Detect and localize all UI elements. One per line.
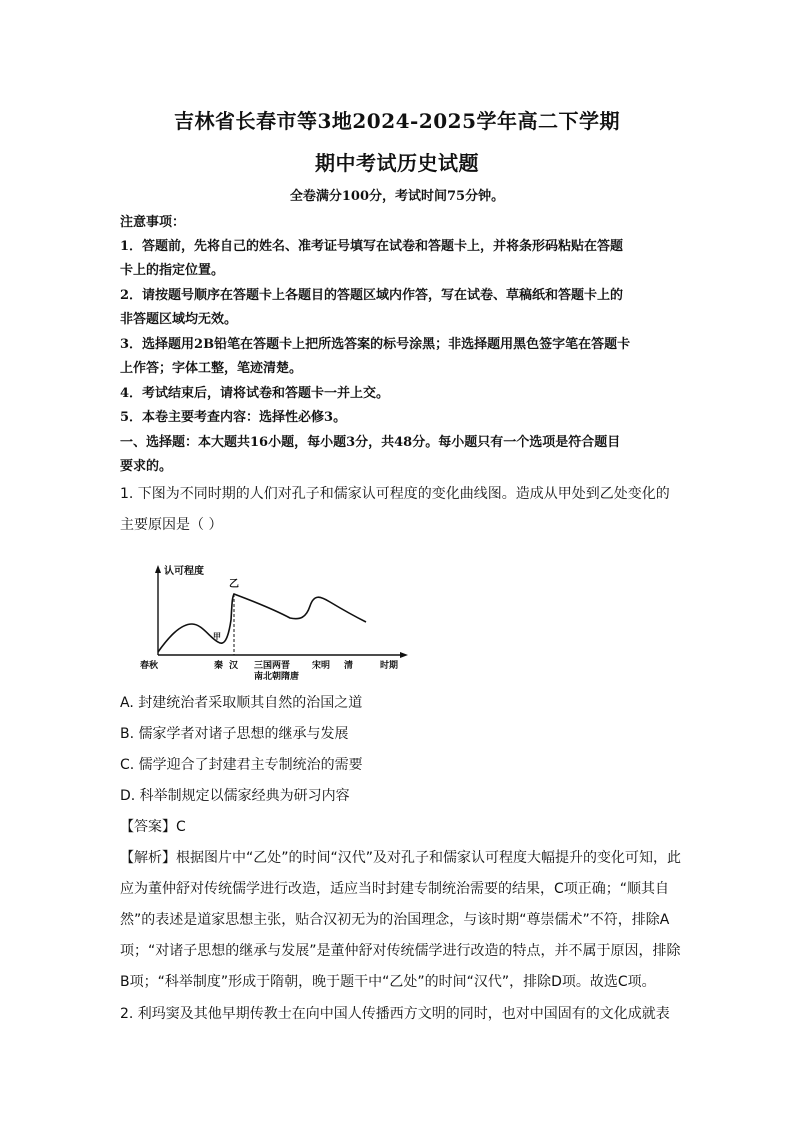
analysis-line: 然”的表述是道家思想主张，贴合汉初无为的治国理念，与该时期“尊崇儒术”不符，排除A <box>120 912 670 928</box>
section-heading-cont: 要求的。 <box>120 459 173 474</box>
analysis-line: 项；“对诸子思想的继承与发展”是董仲舒对传统儒学进行改造的特点，并不属于原因，排除 <box>120 943 681 959</box>
page-title: 吉林省长春市等3地2024-2025学年高二下学期 <box>173 109 621 133</box>
x-tick-label: 春秋 <box>140 661 159 671</box>
annotation-jia: 甲 <box>213 632 221 641</box>
option-d: D. 科举制规定以儒家经典为研习内容 <box>120 788 350 804</box>
x-axis-label: 时期 <box>380 661 399 671</box>
series-line <box>158 594 366 652</box>
x-axis-arrow <box>400 652 408 658</box>
section-heading: 一、选择题：本大题共16小题，每小题3分，共48分。每小题只有一个选项是符合题目 <box>120 435 621 450</box>
exam-info: 全卷满分100分，考试时间75分钟。 <box>289 189 505 204</box>
x-tick-label: 宋明 <box>312 661 331 671</box>
note-line: 卡上的指定位置。 <box>120 263 225 278</box>
option-a: A. 封建统治者采取顺其自然的治国之道 <box>120 695 363 711</box>
analysis-line: 【解析】根据图片中“乙处”的时间“汉代”及对孔子和儒家认可程度大幅提升的变化可知，此 <box>120 850 682 866</box>
annotation-yi: 乙 <box>229 579 239 590</box>
approval-curve-chart <box>140 560 420 685</box>
x-tick-label: 南北朝隋唐 <box>254 672 300 682</box>
x-tick-label: 秦 <box>214 661 224 671</box>
x-tick-label: 汉 <box>229 661 239 671</box>
question-2-stem: 2. 利玛窦及其他早期传教士在向中国人传播西方文明的同时，也对中国固有的文化成就表 <box>120 1006 670 1022</box>
note-line: 非答题区域均无效。 <box>120 312 238 327</box>
analysis-line: B项；“科举制度”形成于隋朝，晚于题干中“乙处”的时间“汉代”，排除D项。故选C项。 <box>120 974 656 990</box>
notes-heading: 注意事项： <box>120 215 186 230</box>
note-line: 2．请按题号顺序在答题卡上各题目的答题区域内作答，写在试卷、草稿纸和答题卡上的 <box>120 288 624 303</box>
y-axis-label: 认可程度 <box>164 566 204 577</box>
y-axis-arrow <box>155 565 161 573</box>
question-1-stem-cont: 主要原因是（ ） <box>120 517 223 533</box>
note-line: 5．本卷主要考查内容：选择性必修3。 <box>120 410 347 425</box>
note-line: 上作答；字体工整，笔迹清楚。 <box>120 361 303 376</box>
x-tick-label: 三国两晋 <box>254 661 291 671</box>
answer: 【答案】C <box>120 819 186 835</box>
question-1-stem: 1. 下图为不同时期的人们对孔子和儒家认可程度的变化曲线图。造成从甲处到乙处变化的 <box>120 486 670 502</box>
note-line: 1．答题前，先将自己的姓名、准考证号填写在试卷和答题卡上，并将条形码粘贴在答题 <box>120 239 624 254</box>
note-line: 4．考试结束后，请将试卷和答题卡一并上交。 <box>120 386 390 401</box>
analysis-line: 应为董仲舒对传统儒学进行改造，适应当时封建专制统治需要的结果，C项正确；“顺其自 <box>120 881 670 897</box>
option-c: C. 儒学迎合了封建君主专制统治的需要 <box>120 757 363 773</box>
note-line: 3．选择题用2B铅笔在答题卡上把所选答案的标号涂黑；非选择题用黑色签字笔在答题卡 <box>120 337 631 352</box>
page-subtitle: 期中考试历史试题 <box>315 151 479 175</box>
option-b: B. 儒家学者对诸子思想的继承与发展 <box>120 726 349 742</box>
x-tick-label: 清 <box>344 661 354 671</box>
